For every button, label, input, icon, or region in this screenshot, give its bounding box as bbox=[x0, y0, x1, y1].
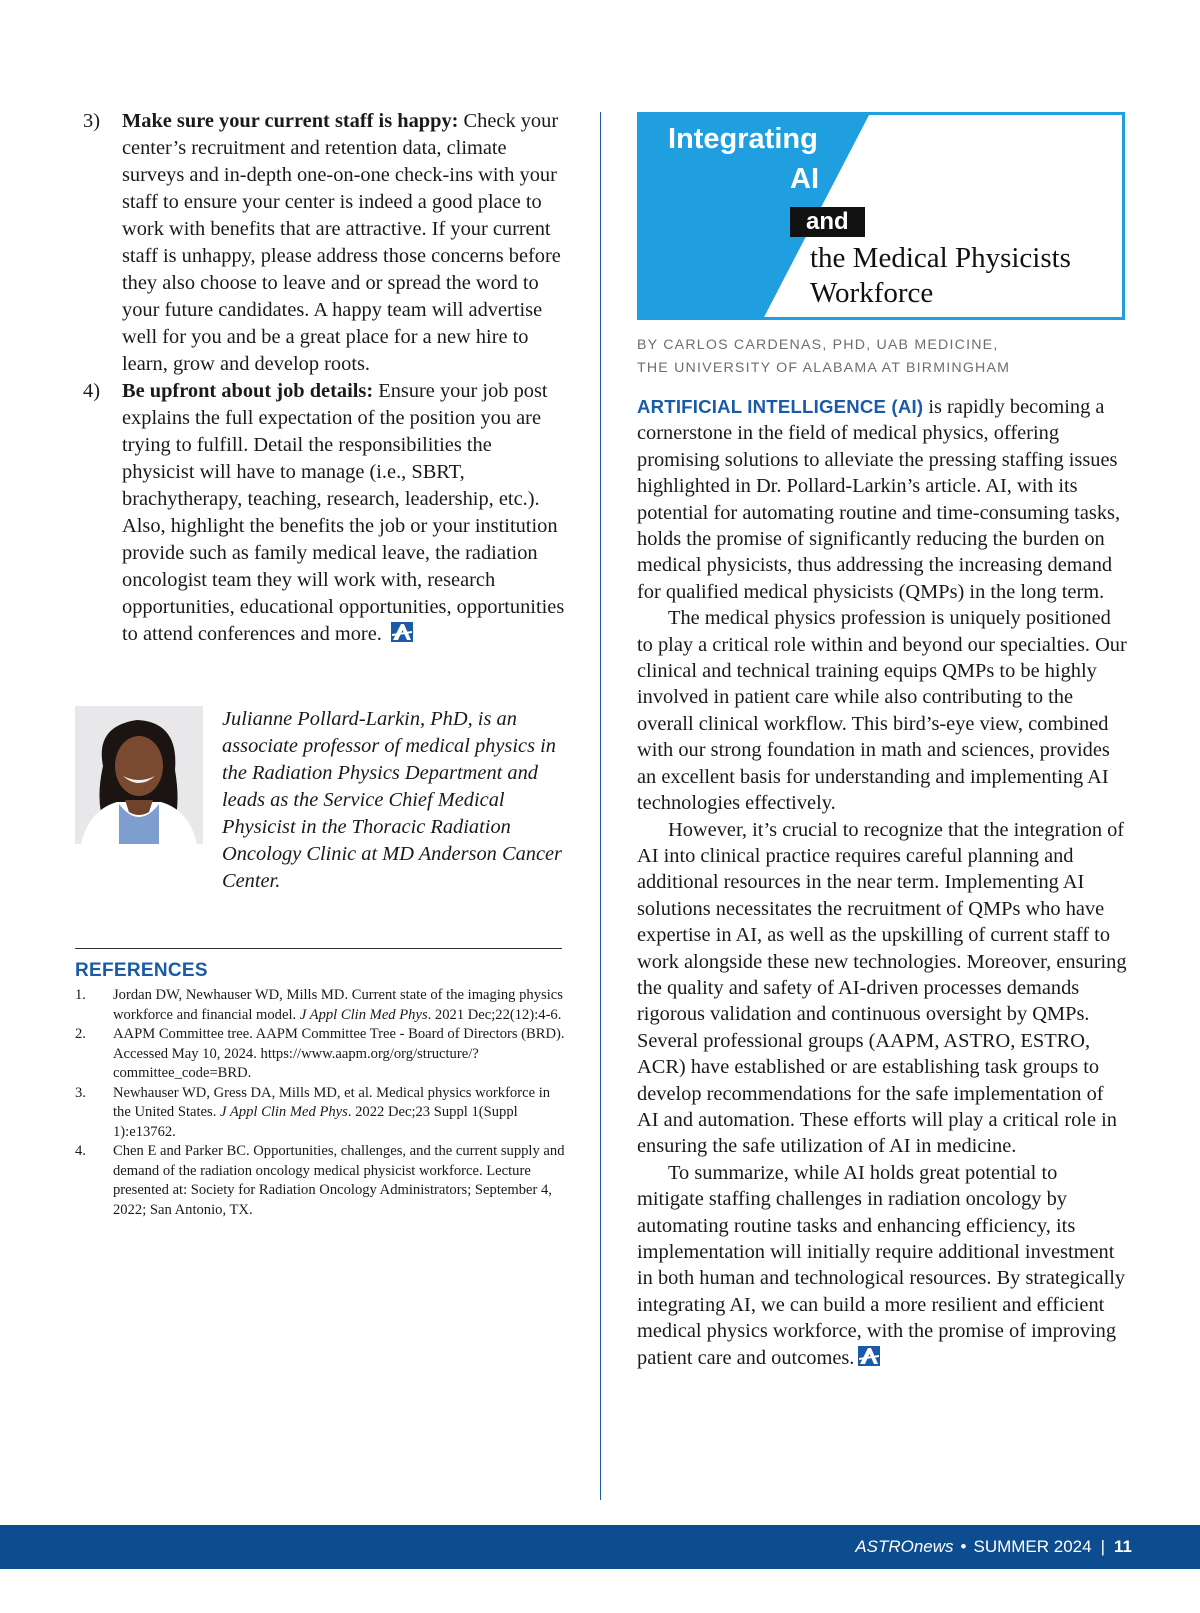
references-heading: REFERENCES bbox=[75, 960, 208, 981]
reference-item bbox=[75, 1084, 565, 1143]
magazine-name: ASTROnews bbox=[855, 1537, 954, 1556]
tips-list bbox=[75, 108, 565, 648]
paragraph-text: To summarize, while AI holds great potential to mitigate staffing challenges in radiation oncology by automating routine tasks and enhancing efficiency, its implementation will initially require additional investment in both human and technological resources. By strategically integrating AI, we can build a more resilient and efficient medical physics workforce, with the promise of improving patient care and outcomes. bbox=[637, 1161, 1126, 1369]
article-title-banner bbox=[637, 112, 1125, 320]
title-subtitle: the Medical Physicists Workforce bbox=[810, 242, 1071, 309]
article-paragraph: The medical physics profession is uniquely positioned to play a critical role within and beyond our specialties. Our clinical and technical training equips QMPs to be highly involved in patient care while also contributing to the overall clinical workflow. This bird’s-eye view, combined with our strong foundation in math and sciences, provides an excellent basis for understanding and implementing AI technologies effectively. bbox=[637, 607, 1127, 815]
reference-text: Jordan DW, Newhauser WD, Mills MD. Current state of the imaging physics workforce and financial model. bbox=[113, 987, 563, 1023]
page-footer bbox=[0, 1525, 1200, 1569]
reference-number: 4. bbox=[75, 1143, 86, 1159]
reference-text: Chen E and Parker BC. Opportunities, challenges, and the current supply and demand of the radiation oncology medical physicist workforce. Lecture presented at: Society for Radiation Oncology Administrators; September 4, 2022; San Antonio, TX. bbox=[113, 1143, 565, 1218]
page-number: 11 bbox=[1114, 1537, 1132, 1556]
reference-number: 3. bbox=[75, 1084, 86, 1101]
reference-citation: . 2022 Dec;23 Suppl 1(Suppl 1):e13762. bbox=[113, 1104, 518, 1140]
astro-logo-icon bbox=[858, 1346, 880, 1366]
list-item bbox=[75, 108, 565, 378]
title-and-label: and bbox=[790, 207, 865, 237]
article-paragraph bbox=[637, 1160, 1129, 1371]
title-ai: AI bbox=[790, 163, 819, 195]
article-body bbox=[637, 394, 1129, 1371]
article-byline bbox=[637, 334, 1010, 380]
list-item-text: Ensure your job post explains the full expectation of the position you are trying to fulfill. Detail the responsibilities the physicist will have to manage (i.e., SBRT, brachytherapy, teaching, research, leadership, etc.). Also, highlight the benefits the job or your institution provide such as family medical leave, the radiation oncologist team they will work with, research opportunities, educational opportunities, opportunities to attend conferences and more. bbox=[122, 380, 565, 645]
list-item bbox=[75, 378, 565, 648]
author-bio bbox=[75, 706, 565, 892]
list-number: 3) bbox=[83, 110, 100, 132]
reference-item bbox=[75, 1025, 565, 1084]
author-photo bbox=[75, 706, 203, 844]
reference-item bbox=[75, 1142, 565, 1220]
title-integrating: Integrating bbox=[668, 123, 818, 155]
author-bio-text: Julianne Pollard-Larkin, PhD, is an associate professor of medical physics in the Radiation Physics Department and leads as the Service Chief Medical Physicist in the Thoracic Radiation Oncology Clinic at MD Anderson Cancer Center. bbox=[222, 708, 562, 892]
list-number: 4) bbox=[83, 380, 100, 402]
article-paragraph bbox=[637, 394, 1129, 605]
paragraph-text: is rapidly becoming a cornerstone in the field of medical physics, offering promising solutions to alleviate the pressing staffing issues highlighted in Dr. Pollard-Larkin’s article. AI, with its potential for automating routine and time-consuming tasks, holds the promise of significantly reducing the burden on medical physicists, thus addressing the increasing demand for qualified medical physicists (QMPs) in the long term. bbox=[637, 396, 1121, 603]
footer-bullet: • bbox=[960, 1537, 967, 1556]
reference-text: Newhauser WD, Gress DA, Mills MD, et al. Medical physics workforce in the United States. bbox=[113, 1084, 551, 1120]
reference-number: 2. bbox=[75, 1026, 86, 1042]
reference-item bbox=[75, 986, 565, 1025]
astro-logo-icon bbox=[391, 622, 413, 642]
list-item-heading: Make sure your current staff is happy: bbox=[122, 110, 459, 132]
article-paragraph: However, it’s crucial to recognize that the integration of AI into clinical practice requires careful planning and additional resources in the near term. Implementing AI solutions necessitates the recruitment of QMPs who have expertise in AI, as well as the upskilling of current staff to work alongside these new technologies. Moreover, ensuring the quality and safety of AI-driven processes demands rigorous validation and continuous oversight by QMPs. Several professional groups (AAPM, ASTRO, ESTRO, ACR) have established or are establishing task groups to develop recommendations for the safe implementation of AI and automation. These efforts will play a critical role in ensuring the safe utilization of AI in medicine. bbox=[637, 818, 1127, 1158]
reference-number: 1. bbox=[75, 987, 86, 1003]
lead-in: ARTIFICIAL INTELLIGENCE (AI) bbox=[637, 396, 924, 417]
column-divider bbox=[600, 112, 601, 1500]
reference-text: AAPM Committee tree. AAPM Committee Tree - Board of Directors (BRD). Accessed May 10, 2024. https://www.aapm.org/org/structure/?committee_code=BRD. bbox=[113, 1026, 565, 1081]
footer-separator: | bbox=[1100, 1537, 1106, 1556]
reference-journal: J Appl Clin Med Phys bbox=[220, 1104, 348, 1120]
left-column bbox=[75, 108, 565, 1218]
references-rule bbox=[75, 948, 562, 949]
footer-text bbox=[855, 1537, 1132, 1557]
list-item-heading: Be upfront about job details: bbox=[122, 380, 374, 402]
byline-line-2: THE UNIVERSITY OF ALABAMA AT BIRMINGHAM bbox=[637, 360, 1011, 376]
byline-line-1: BY CARLOS CARDENAS, PHD, UAB MEDICINE, bbox=[637, 337, 999, 353]
reference-journal: J Appl Clin Med Phys bbox=[299, 1006, 428, 1023]
author-portrait-image bbox=[75, 706, 203, 844]
issue-label: SUMMER 2024 bbox=[973, 1537, 1092, 1556]
reference-citation: . 2021 Dec;22(12):4-6. bbox=[427, 1006, 562, 1023]
references-list bbox=[75, 986, 565, 1220]
list-item-text: Check your center’s recruitment and retention data, climate surveys and in-depth one-on-one check-ins with your staff to ensure your center is indeed a good place to work with benefits that are attractive. If your current staff is unhappy, please address those concerns before they also choose to leave and or spread the word to your future candidates. A happy team will advertise well for you and be a great place for a new hire to learn, grow and develop roots. bbox=[122, 110, 561, 375]
